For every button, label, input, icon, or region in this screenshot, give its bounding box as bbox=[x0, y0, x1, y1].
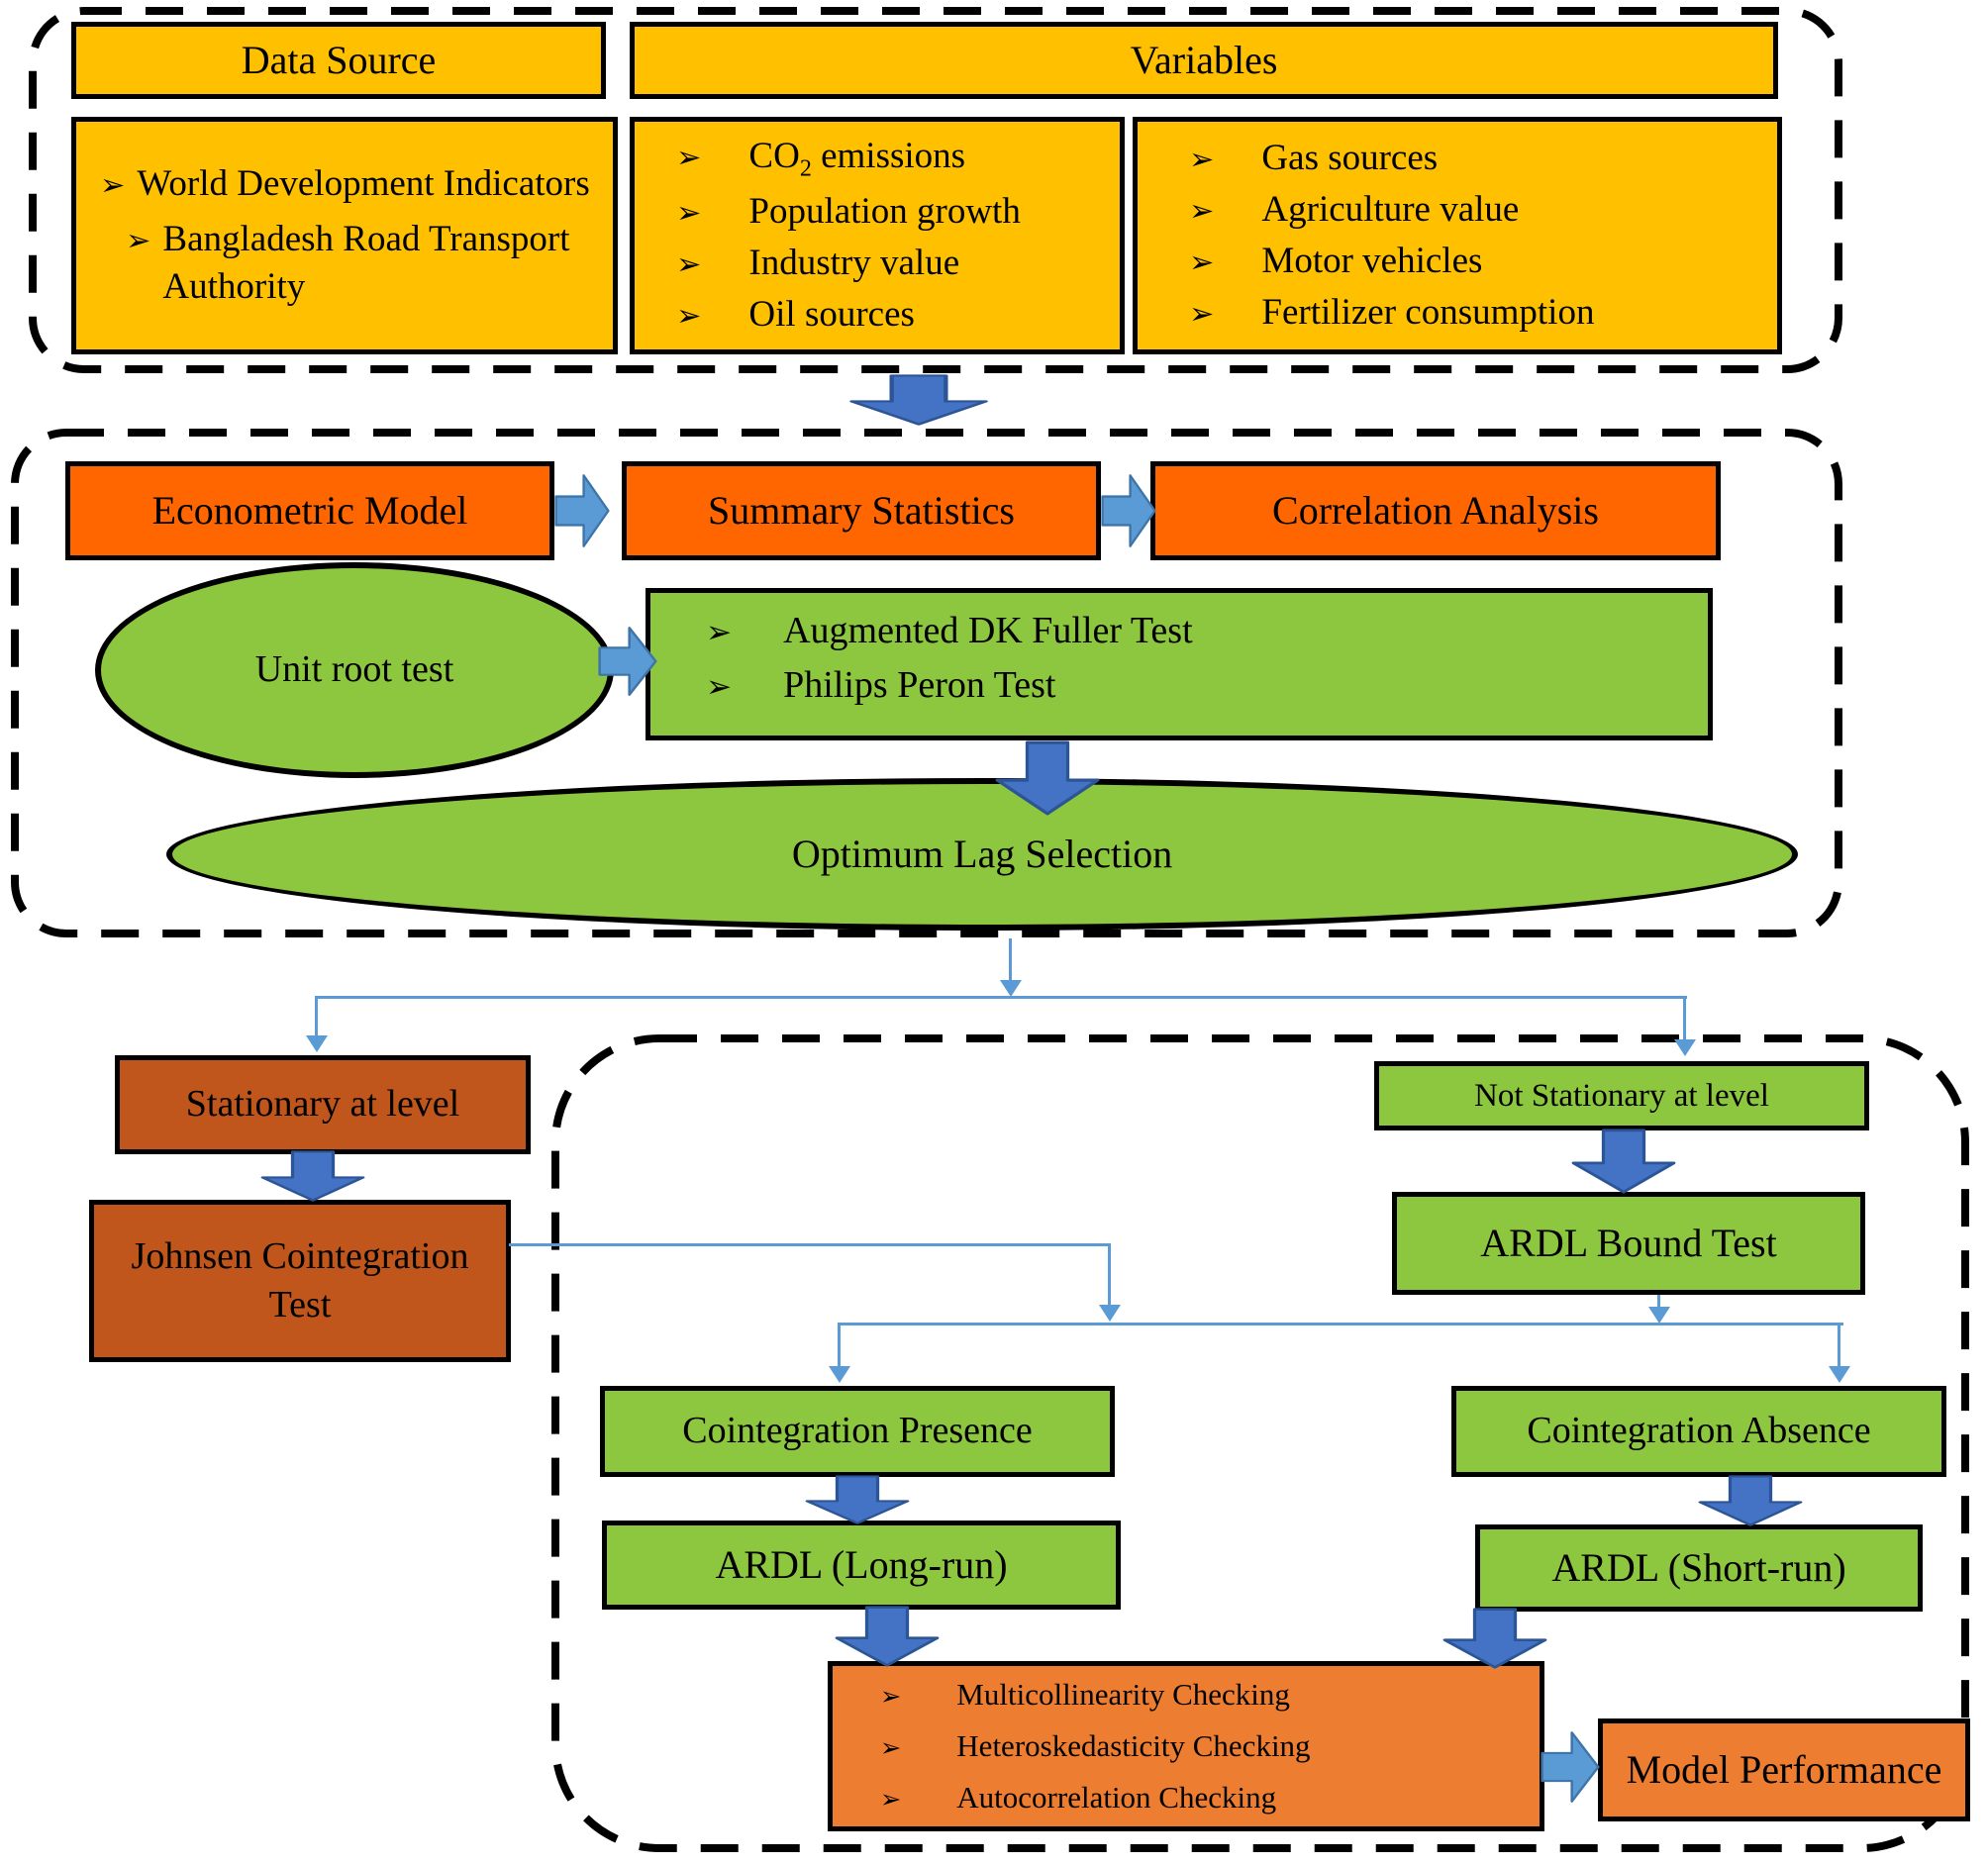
arrow-tests-to-lag-icon bbox=[994, 740, 1101, 816]
arrow-presence-to-ardllong-icon bbox=[804, 1475, 911, 1524]
arrow-bullet-icon: ➢ bbox=[1189, 297, 1215, 333]
arrow-absence-to-ardlshort-icon bbox=[1697, 1475, 1804, 1526]
list-item-label: Industry value bbox=[748, 243, 960, 284]
unit-root-tests-box bbox=[646, 588, 1713, 740]
list-item-label: Oil sources bbox=[748, 294, 915, 336]
arrow-bullet-icon: ➢ bbox=[1189, 245, 1215, 280]
arrow-bullet-icon: ➢ bbox=[676, 299, 702, 335]
arrow-bullet-icon: ➢ bbox=[1189, 193, 1215, 229]
not-stationary-box: Not Stationary at level bbox=[1374, 1061, 1869, 1130]
connector-arrowhead-icon bbox=[1000, 980, 1022, 997]
connector-line bbox=[1838, 1323, 1840, 1368]
unit-root-test-ellipse: Unit root test bbox=[95, 562, 614, 778]
list-item bbox=[676, 291, 1110, 339]
cointegration-presence-box: Cointegration Presence bbox=[600, 1386, 1115, 1477]
list-item bbox=[1189, 135, 1767, 182]
arrow-bullet-icon: ➢ bbox=[880, 1784, 902, 1815]
list-item bbox=[880, 1778, 1530, 1817]
arrow-bullet-icon: ➢ bbox=[1189, 142, 1215, 177]
arrow-notstationary-to-ardlbound-icon bbox=[1570, 1129, 1677, 1194]
list-item-label: $CO_2$ emissions bbox=[748, 135, 966, 181]
connector-line bbox=[1009, 938, 1012, 982]
connector-arrowhead-icon bbox=[1648, 1307, 1670, 1324]
data-source-list bbox=[71, 117, 618, 354]
variables-list-1 bbox=[630, 117, 1125, 354]
connector-arrowhead-icon bbox=[306, 1035, 328, 1052]
list-item bbox=[706, 607, 1698, 655]
list-item bbox=[676, 240, 1110, 287]
arrow-bullet-icon: ➢ bbox=[706, 615, 733, 650]
arrow-summary-to-correlation-icon bbox=[1101, 473, 1156, 548]
connector-line bbox=[509, 1243, 1111, 1246]
optimum-lag-ellipse: Optimum Lag Selection bbox=[166, 778, 1798, 931]
list-item bbox=[880, 1675, 1530, 1715]
connector-line bbox=[1683, 996, 1686, 1041]
list-item bbox=[1189, 289, 1767, 337]
list-item-label: Heteroskedasticity Checking bbox=[956, 1727, 1311, 1763]
arrow-bullet-icon: ➢ bbox=[100, 167, 126, 203]
list-item-label: Augmented DK Fuller Test bbox=[783, 610, 1193, 651]
connector-arrowhead-icon bbox=[1099, 1305, 1121, 1322]
connector-arrowhead-icon bbox=[1829, 1366, 1850, 1383]
summary-statistics-box: Summary Statistics bbox=[622, 461, 1101, 560]
arrow-stationary-to-johnsen-icon bbox=[259, 1150, 366, 1202]
list-item bbox=[676, 133, 1110, 185]
johnsen-cointegration-box: Johnsen Cointegration Test bbox=[89, 1200, 511, 1362]
arrow-bullet-icon: ➢ bbox=[676, 247, 702, 283]
connector-line bbox=[1108, 1243, 1111, 1307]
connector-line bbox=[838, 1323, 1843, 1325]
list-item bbox=[1189, 238, 1767, 285]
connector-line bbox=[315, 996, 318, 1037]
arrow-ardllong-to-diagnostics-icon bbox=[834, 1606, 941, 1667]
list-item bbox=[1189, 186, 1767, 234]
arrow-bullet-icon: ➢ bbox=[880, 1680, 902, 1711]
list-item-label: Philips Peron Test bbox=[783, 664, 1056, 707]
arrow-diagnostics-to-performance-icon bbox=[1541, 1730, 1600, 1804]
ardl-long-run-box: ARDL (Long-run) bbox=[602, 1521, 1121, 1610]
list-item bbox=[126, 216, 599, 311]
list-item-label: Multicollinearity Checking bbox=[956, 1676, 1290, 1712]
arrow-model-to-summary-icon bbox=[554, 473, 610, 548]
ardl-bound-test-box: ARDL Bound Test bbox=[1392, 1192, 1865, 1295]
correlation-analysis-box: Correlation Analysis bbox=[1150, 461, 1721, 560]
cointegration-absence-box: Cointegration Absence bbox=[1451, 1386, 1946, 1477]
connector-line bbox=[315, 996, 1687, 999]
arrow-ardlshort-to-diagnostics-icon bbox=[1441, 1608, 1548, 1669]
arrow-bullet-icon: ➢ bbox=[706, 669, 733, 706]
connector-arrowhead-icon bbox=[1674, 1039, 1696, 1056]
list-item-label: Motor vehicles bbox=[1261, 241, 1483, 281]
list-item bbox=[100, 160, 599, 208]
econometric-model-box: Econometric Model bbox=[65, 461, 554, 560]
connector-line bbox=[838, 1323, 841, 1368]
variables-list-2 bbox=[1133, 117, 1782, 354]
list-item-label: Agriculture value bbox=[1261, 188, 1520, 230]
list-item bbox=[706, 661, 1698, 710]
list-item-label: World Development Indicators bbox=[137, 162, 590, 204]
model-performance-box: Model Performance bbox=[1598, 1718, 1970, 1821]
arrow-unitroot-to-tests-icon bbox=[598, 626, 657, 697]
list-item bbox=[880, 1726, 1530, 1766]
list-item-label: Bangladesh Road Transport Authority bbox=[162, 218, 570, 308]
arrow-bullet-icon: ➢ bbox=[676, 196, 702, 232]
variables-header: Variables bbox=[630, 22, 1778, 99]
arrow-bullet-icon: ➢ bbox=[880, 1731, 902, 1762]
data-source-header: Data Source bbox=[71, 22, 606, 99]
list-item-label: Gas sources bbox=[1261, 137, 1439, 178]
ardl-short-run-box: ARDL (Short-run) bbox=[1475, 1524, 1923, 1612]
list-item-label: Population growth bbox=[748, 191, 1021, 233]
diagnostics-box bbox=[828, 1661, 1544, 1831]
stationary-at-level-box: Stationary at level bbox=[115, 1055, 531, 1154]
list-item bbox=[676, 188, 1110, 236]
arrow-bullet-icon: ➢ bbox=[676, 140, 702, 175]
arrow-bullet-icon: ➢ bbox=[126, 223, 151, 258]
arrow-data-to-analysis-icon bbox=[847, 374, 990, 426]
list-item-label: Fertilizer consumption bbox=[1261, 292, 1595, 334]
list-item-label: Autocorrelation Checking bbox=[956, 1780, 1277, 1816]
connector-arrowhead-icon bbox=[829, 1366, 850, 1383]
